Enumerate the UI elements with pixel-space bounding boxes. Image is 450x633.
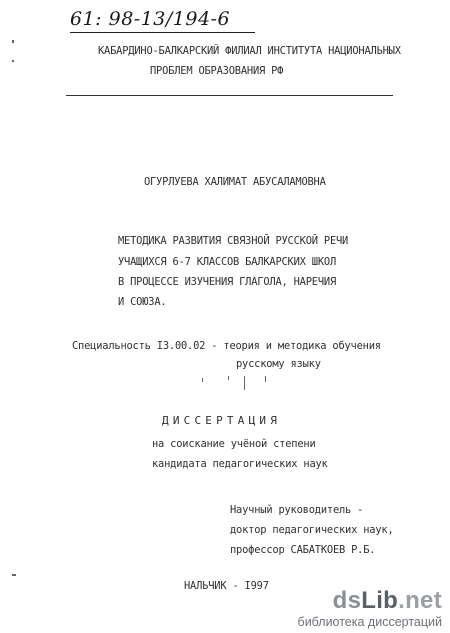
specialty-line-2: русскому языку <box>236 358 321 370</box>
scan-speck <box>265 376 266 382</box>
archive-code: 61: 98-13/194-6 <box>70 8 231 30</box>
thesis-line-1: на соискание учёной степени <box>152 438 316 450</box>
title-line-1: МЕТОДИКА РАЗВИТИЯ СВЯЗНОЙ РУССКОЙ РЕЧИ <box>118 235 349 247</box>
scan-speck <box>12 40 14 43</box>
watermark <box>298 589 442 629</box>
header-separator <box>66 95 393 96</box>
watermark-logo <box>298 589 442 613</box>
thesis-heading: ДИССЕРТАЦИЯ <box>162 414 282 427</box>
thesis-line-2: кандидата педагогических наук <box>152 458 328 470</box>
supervisor-line-2: доктор педагогических наук, <box>230 524 394 536</box>
archive-code-underline <box>70 32 255 33</box>
scan-speck <box>244 376 245 390</box>
scan-speck <box>12 574 16 576</box>
title-line-2: УЧАЩИХСЯ 6-7 КЛАССОВ БАЛКАРСКИХ ШКОЛ <box>118 256 337 268</box>
institution-line-1: КАБАРДИНО-БАЛКАРСКИЙ ФИЛИАЛ ИНСТИТУТА НАЦИОНАЛЬНЫХ <box>98 45 401 57</box>
scan-speck <box>228 376 229 380</box>
institution-line-2: ПРОБЛЕМ ОБРАЗОВАНИЯ РФ <box>150 65 284 77</box>
watermark-logo-ds: ds <box>332 587 362 614</box>
watermark-logo-net: .net <box>398 587 442 614</box>
scan-speck <box>12 60 14 62</box>
specialty-line-1: Специальность I3.00.02 - теория и методика обучения <box>72 340 381 352</box>
author-name: ОГУРЛУЕВА ХАЛИМАТ АБУСАЛАМОВНА <box>144 176 326 188</box>
watermark-logo-lib: Lib <box>361 587 399 614</box>
place-year: НАЛЬЧИК - I997 <box>184 580 269 592</box>
supervisor-line-1: Научный руководитель - <box>230 504 364 516</box>
title-line-3: В ПРОЦЕССЕ ИЗУЧЕНИЯ ГЛАГОЛА, НАРЕЧИЯ <box>118 276 337 288</box>
title-line-4: И СОЮЗА. <box>118 296 167 308</box>
supervisor-line-3: профессор САБАТКОЕВ Р.Б. <box>230 544 376 556</box>
watermark-subtitle: библиотека диссертаций <box>297 615 442 629</box>
scan-speck <box>202 378 203 382</box>
